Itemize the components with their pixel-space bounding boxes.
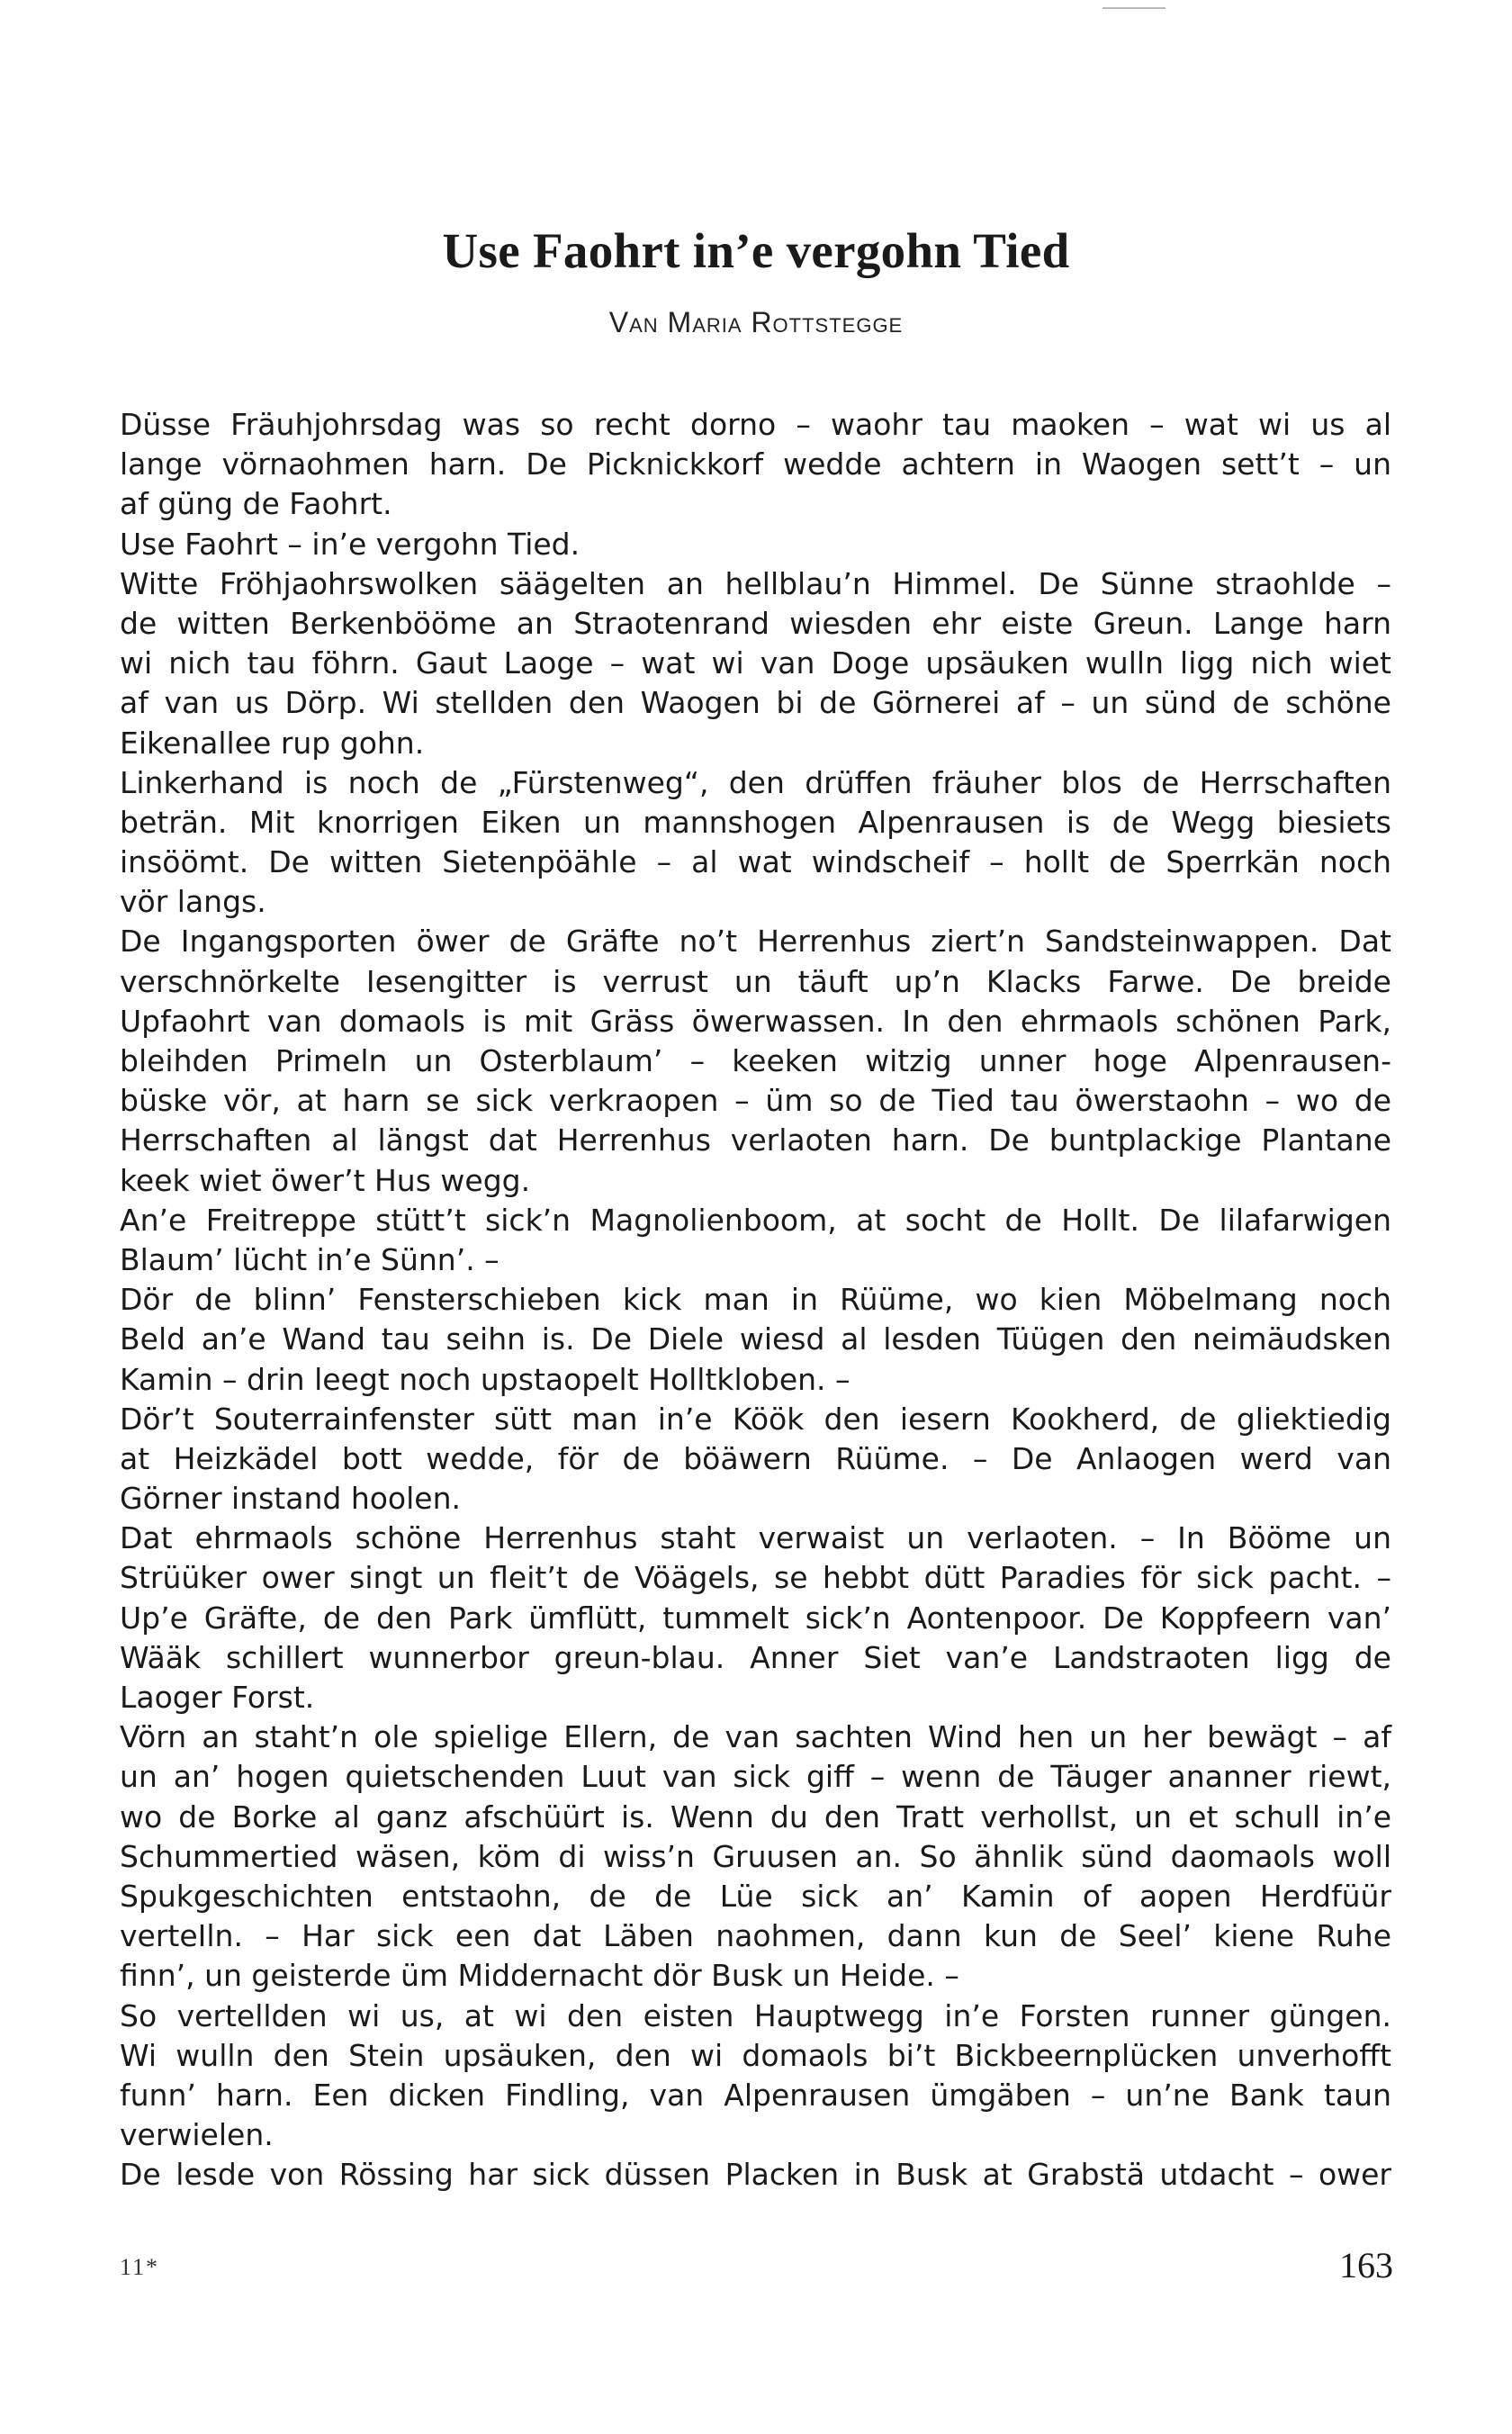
text-line: verschnörkelte Iesengitter is verrust un täuft up’n Klacks Farwe. De breide: [120, 963, 1391, 999]
text-line: Witte Fröhjaohrswolken säägelten an hellblau’n Himmel. De Sünne straohlde –: [120, 565, 1391, 601]
text-line: büske vör, at harn se sick verkraopen – üm so de Tied tau öwerstaohn – wo de: [120, 1083, 1391, 1119]
text-line: Dör’t Souterrainfenster sütt man in’e Köök den iesern Kookherd, de gliektiedig: [120, 1401, 1391, 1437]
text-line: at Heizkädel bott wedde, för de böäwern Rüüme. – De Anlaogen werd van: [120, 1440, 1391, 1476]
text-line: Dör de blinn’ Fensterschieben kick man in Rüüme, wo kien Möbelmang noch: [120, 1282, 1391, 1318]
text-line: lange vörnaohmen harn. De Picknickkorf wedde achtern in Waogen sett’t – un: [120, 446, 1391, 482]
text-line: bleihden Primeln un Osterblaum’ – keeken witzig unner hoge Alpenrausen-: [120, 1043, 1391, 1078]
text-line: De Ingangsporten öwer de Gräfte no’t Herrenhus ziert’n Sandsteinwappen. Dat: [120, 924, 1391, 960]
text-line: Blaum’ lücht in’e Sünn’. –: [120, 1241, 500, 1277]
text-line: wo de Borke al ganz afschüürt is. Wenn du den Tratt verhollst, un et schull in’e: [120, 1798, 1391, 1835]
text-line: keek wiet öwer’t Hus wegg.: [120, 1162, 531, 1198]
text-line: Linkerhand is noch de „Fürstenweg“, den drüffen fräuher blos de Herrschaften: [120, 764, 1391, 800]
text-line: Upfaohrt van domaols is mit Gräss öwerwassen. In den ehrmaols schönen Park,: [120, 1003, 1391, 1039]
page-number: 163: [1339, 2245, 1393, 2285]
text-line: insöömt. De witten Sietenpöähle – al wat windscheif – hollt de Sperrkän noch: [120, 844, 1391, 880]
text-line: af güng de Faohrt.: [120, 486, 392, 522]
text-line: de witten Berkenbööme an Straotenrand wiesden ehr eiste Greun. Lange harn: [120, 605, 1391, 641]
text-line: Görner instand hoolen.: [120, 1481, 461, 1517]
text-line: beträn. Mit knorrigen Eiken un mannshogen Alpenrausen is de Wegg biesiets: [120, 804, 1391, 840]
text-line: Vörn an staht’n ole spielige Ellern, de van sachten Wind hen un her bewägt – af: [120, 1719, 1391, 1755]
text-line: verteIln. – Har sick een dat Läben naohmen, dann kun de Seel’ kiene Ruhe: [120, 1918, 1391, 1954]
text-line: un an’ hogen quietschenden Luut van sick giff – wenn de Täuger ananner riewt,: [120, 1759, 1391, 1795]
text-line: Dat ehrmaols schöne Herrenhus staht verwaist un verlaoten. – In Bööme un: [120, 1520, 1391, 1556]
text-line: Kamin – drin leegt noch upstaopelt Holltkloben. –: [120, 1361, 850, 1397]
text-line: Laoger Forst.: [120, 1680, 315, 1715]
text-line: af van us Dörp. Wi stellden den Waogen bi de Görnerei af – un sünd de schöne: [120, 685, 1391, 721]
text-line: finn’, un geisterde üm Middernacht dör Busk un Heide. –: [120, 1958, 959, 1994]
text-line: Schummertied wäsen, köm di wiss’n Gruusen an. So ähnlik sünd daomaols woll: [120, 1838, 1391, 1874]
article-body: [120, 405, 1391, 2195]
signature-mark: 11*: [120, 2254, 160, 2280]
top-rule: [1102, 7, 1166, 9]
text-line: Eikenallee rup gohn.: [120, 725, 425, 761]
text-line: verwielen.: [120, 2117, 274, 2153]
text-line: Beld an’e Wand tau seihn is. De Diele wiesd al lesden Tüügen den neimäudsken: [120, 1321, 1391, 1357]
text-line: wi nich tau föhrn. Gaut Laoge – wat wi van Doge upsäuken wulln ligg nich wiet: [120, 645, 1391, 681]
text-line: Spukgeschichten entstaohn, de de Lüe sick an’ Kamin of aopen Herdfüür: [120, 1878, 1391, 1914]
text-line: vör langs.: [120, 884, 266, 920]
text-line: Düsse Fräuhjohrsdag was so recht dorno – waohr tau maoken – wat wi us al: [120, 407, 1391, 442]
text-line: An’e Freitreppe stütt’t sick’n Magnolienboom, at socht de Hollt. De lilafarwigen: [120, 1202, 1391, 1238]
text-line: Wi wulln den Stein upsäuken, den wi domaols bi’t Bickbeernplücken unverhofft: [120, 2037, 1391, 2073]
article-author: Van Maria Rottstegge: [608, 306, 904, 338]
text-line: Wääk schillert wunnerbor greun-blau. Anner Siet van’e Landstraoten ligg de: [120, 1639, 1391, 1675]
text-line: Up’e Gräfte, de den Park ümflütt, tummelt sick’n Aontenpoor. De Koppfeern van’: [120, 1600, 1391, 1636]
text-line: So vertellden wi us, at wi den eisten Hauptwegg in’e Forsten runner güngen.: [120, 1997, 1391, 2033]
text-line: Strüüker ower singt un fleit’t de Vöägels, se hebbt dütt Paradies för sick pacht. –: [120, 1560, 1391, 1596]
text-line: De lesde von Rössing har sick düssen Placken in Busk at Grabstä utdacht – ower: [120, 2157, 1391, 2193]
text-line: Use Faohrt – in’e vergohn Tied.: [120, 526, 580, 562]
text-line: Herrschaften al längst dat Herrenhus verlaoten harn. De buntplackige Plantane: [120, 1122, 1391, 1158]
article-title: Use Faohrt in’e vergohn Tied: [442, 223, 1070, 278]
text-line: funn’ harn. Een dicken Findling, van Alpenrausen ümgäben – un’ne Bank taun: [120, 2077, 1391, 2113]
